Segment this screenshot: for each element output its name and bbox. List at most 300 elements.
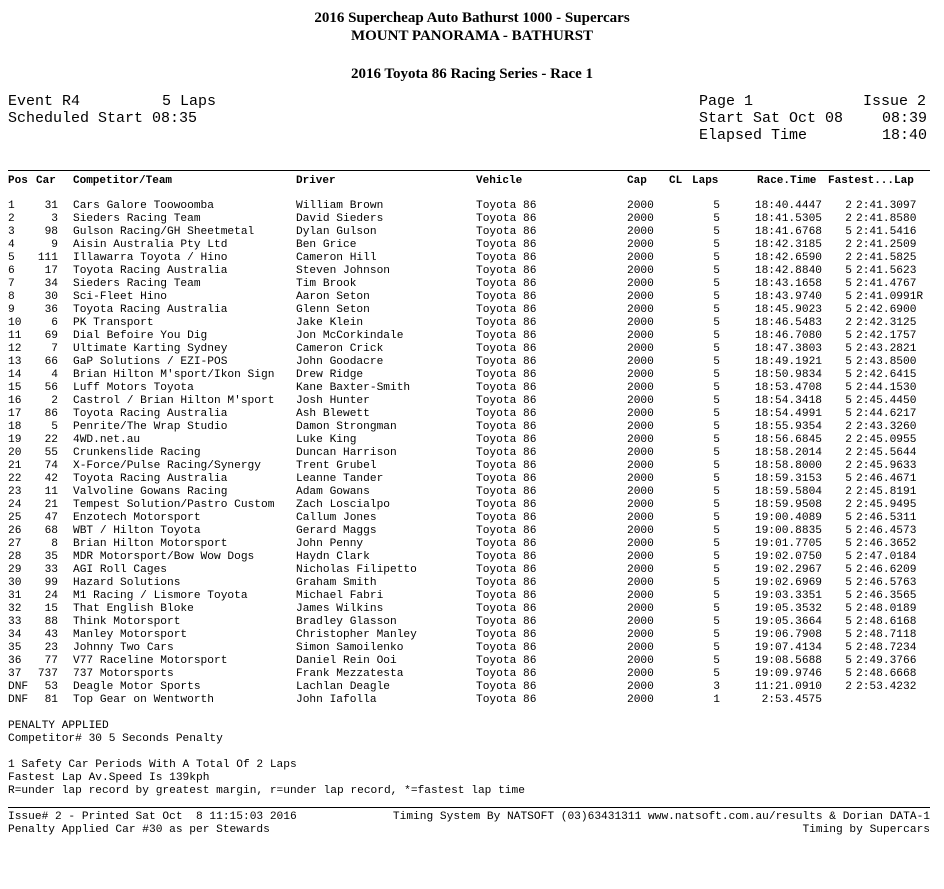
table-row bbox=[0, 460, 944, 473]
driver-cell: Adam Gowans bbox=[296, 486, 370, 498]
col-pos: Pos bbox=[8, 175, 28, 187]
pos-cell: 14 bbox=[8, 369, 22, 381]
fastest-lap-time-cell: 2:53.4232 bbox=[856, 681, 917, 693]
vehicle-cell: Toyota 86 bbox=[476, 473, 537, 485]
pos-cell: 11 bbox=[8, 330, 22, 342]
penalty-heading: PENALTY APPLIED bbox=[8, 720, 109, 732]
car-cell: 31 bbox=[44, 200, 58, 212]
team-cell: AGI Roll Cages bbox=[73, 564, 167, 576]
team-cell: Toyota Racing Australia bbox=[73, 304, 228, 316]
fastest-lap-time-cell: 2:44.1530 bbox=[856, 382, 917, 394]
car-cell: 68 bbox=[44, 525, 58, 537]
car-cell: 15 bbox=[44, 603, 58, 615]
cap-cell: 2000 bbox=[627, 408, 654, 420]
fastest-lap-time-cell: 2:42.6415 bbox=[856, 369, 917, 381]
cap-cell: 2000 bbox=[627, 577, 654, 589]
table-row bbox=[0, 369, 944, 382]
fastest-lap-time-cell: 2:43.3260 bbox=[856, 421, 917, 433]
cap-cell: 2000 bbox=[627, 655, 654, 667]
laps-cell: 5 bbox=[713, 304, 720, 316]
laps-cell: 5 bbox=[713, 629, 720, 641]
fastest-lap-no-cell: 5 bbox=[845, 226, 852, 238]
pos-cell: 21 bbox=[8, 460, 22, 472]
team-cell: PK Transport bbox=[73, 317, 154, 329]
laps-cell: 5 bbox=[713, 512, 720, 524]
driver-cell: Ben Grice bbox=[296, 239, 357, 251]
col-vehicle: Vehicle bbox=[476, 175, 523, 187]
cap-cell: 2000 bbox=[627, 681, 654, 693]
fastest-lap-no-cell: 2 bbox=[845, 447, 852, 459]
table-row bbox=[0, 512, 944, 525]
laps-cell: 1 bbox=[713, 694, 720, 706]
laps-cell: 5 bbox=[713, 655, 720, 667]
fastest-lap-no-cell: 5 bbox=[845, 512, 852, 524]
car-cell: 111 bbox=[37, 252, 58, 264]
team-cell: MDR Motorsport/Bow Wow Dogs bbox=[73, 551, 255, 563]
car-cell: 30 bbox=[44, 291, 58, 303]
fastest-lap-time-cell: 2:42.1757 bbox=[856, 330, 917, 342]
race-time-cell: 19:03.3351 bbox=[754, 590, 822, 602]
race-time-cell: 18:43.1658 bbox=[754, 278, 822, 290]
laps-cell: 5 bbox=[713, 434, 720, 446]
fastest-lap-time-cell: 2:41.4767 bbox=[856, 278, 917, 290]
car-cell: 53 bbox=[44, 681, 58, 693]
laps-cell: 5 bbox=[713, 551, 720, 563]
issue-label: Issue 2 bbox=[863, 93, 927, 110]
vehicle-cell: Toyota 86 bbox=[476, 252, 537, 264]
table-row bbox=[0, 291, 944, 304]
pos-cell: 18 bbox=[8, 421, 22, 433]
fastest-lap-time-cell: 2:48.6168 bbox=[856, 616, 917, 628]
race-time-cell: 19:05.3532 bbox=[754, 603, 822, 615]
team-cell: Castrol / Brian Hilton M'sport bbox=[73, 395, 275, 407]
laps-cell: 3 bbox=[713, 681, 720, 693]
team-cell: WBT / Hilton Toyota bbox=[73, 525, 201, 537]
pos-cell: 6 bbox=[8, 265, 15, 277]
vehicle-cell: Toyota 86 bbox=[476, 681, 537, 693]
table-row bbox=[0, 330, 944, 343]
issue-printed: Issue# 2 - Printed Sat Oct 8 11:15:03 2016 bbox=[8, 811, 297, 823]
laps-cell: 5 bbox=[713, 200, 720, 212]
vehicle-cell: Toyota 86 bbox=[476, 486, 537, 498]
col-laps: Laps bbox=[692, 175, 719, 187]
team-cell: 4WD.net.au bbox=[73, 434, 141, 446]
table-row bbox=[0, 317, 944, 330]
race-time-cell: 18:40.4447 bbox=[754, 200, 822, 212]
vehicle-cell: Toyota 86 bbox=[476, 304, 537, 316]
fastest-lap-no-cell: 5 bbox=[845, 590, 852, 602]
cap-cell: 2000 bbox=[627, 278, 654, 290]
table-row bbox=[0, 356, 944, 369]
cap-cell: 2000 bbox=[627, 629, 654, 641]
laps-cell: 5 bbox=[713, 278, 720, 290]
fastest-lap-no-cell: 2 bbox=[845, 434, 852, 446]
laps-cell: 5 bbox=[713, 226, 720, 238]
fastest-lap-time-cell: 2:46.5311 bbox=[856, 512, 917, 524]
driver-cell: Callum Jones bbox=[296, 512, 377, 524]
pos-cell: 24 bbox=[8, 499, 22, 511]
driver-cell: Josh Hunter bbox=[296, 395, 370, 407]
fastest-lap-no-cell: 5 bbox=[845, 278, 852, 290]
fastest-lap-time-cell: 2:46.3565 bbox=[856, 590, 917, 602]
fastest-lap-time-cell: 2:45.4450 bbox=[856, 395, 917, 407]
scheduled-start: Scheduled Start 08:35 bbox=[8, 110, 198, 127]
fastest-lap-time-cell: 2:45.8191 bbox=[856, 486, 917, 498]
race-time-cell: 19:06.7908 bbox=[754, 629, 822, 641]
event-label: Event R4 bbox=[8, 93, 81, 110]
vehicle-cell: Toyota 86 bbox=[476, 551, 537, 563]
table-row bbox=[0, 395, 944, 408]
race-title: 2016 Toyota 86 Racing Series - Race 1 bbox=[350, 66, 594, 82]
vehicle-cell: Toyota 86 bbox=[476, 434, 537, 446]
vehicle-cell: Toyota 86 bbox=[476, 213, 537, 225]
fastest-lap-no-cell: 5 bbox=[845, 304, 852, 316]
car-cell: 7 bbox=[51, 343, 58, 355]
car-cell: 3 bbox=[51, 213, 58, 225]
driver-cell: Bradley Glasson bbox=[296, 616, 397, 628]
laps-cell: 5 bbox=[713, 421, 720, 433]
car-cell: 66 bbox=[44, 356, 58, 368]
pos-cell: 32 bbox=[8, 603, 22, 615]
report-title: 2016 Supercheap Auto Bathurst 1000 - Supercars bbox=[314, 10, 630, 26]
fastest-lap-time-cell: 2:46.5763 bbox=[856, 577, 917, 589]
table-row bbox=[0, 200, 944, 213]
cap-cell: 2000 bbox=[627, 694, 654, 706]
vehicle-cell: Toyota 86 bbox=[476, 655, 537, 667]
laps-cell: 5 bbox=[713, 590, 720, 602]
table-row bbox=[0, 577, 944, 590]
car-cell: 4 bbox=[51, 369, 58, 381]
table-row bbox=[0, 473, 944, 486]
vehicle-cell: Toyota 86 bbox=[476, 512, 537, 524]
team-cell: Cars Galore Toowoomba bbox=[73, 200, 214, 212]
car-cell: 86 bbox=[44, 408, 58, 420]
driver-cell: William Brown bbox=[296, 200, 384, 212]
race-time-cell: 19:02.6969 bbox=[754, 577, 822, 589]
driver-cell: Lachlan Deagle bbox=[296, 681, 390, 693]
fastest-lap-no-cell: 2 bbox=[845, 200, 852, 212]
driver-cell: James Wilkins bbox=[296, 603, 384, 615]
driver-cell: Graham Smith bbox=[296, 577, 377, 589]
driver-cell: Kane Baxter-Smith bbox=[296, 382, 411, 394]
race-time-cell: 19:00.4089 bbox=[754, 512, 822, 524]
team-cell: Think Motorsport bbox=[73, 616, 181, 628]
driver-cell: Gerard Maggs bbox=[296, 525, 377, 537]
car-cell: 69 bbox=[44, 330, 58, 342]
fastest-lap-no-cell: 5 bbox=[845, 265, 852, 277]
team-cell: Enzotech Motorsport bbox=[73, 512, 201, 524]
vehicle-cell: Toyota 86 bbox=[476, 603, 537, 615]
pos-cell: DNF bbox=[8, 681, 29, 693]
fastest-lap-no-cell: 5 bbox=[845, 564, 852, 576]
laps-cell: 5 bbox=[713, 239, 720, 251]
vehicle-cell: Toyota 86 bbox=[476, 694, 537, 706]
fastest-lap-time-cell: 2:41.5825 bbox=[856, 252, 917, 264]
fastest-lap-no-cell: 2 bbox=[845, 252, 852, 264]
driver-cell: Haydn Clark bbox=[296, 551, 370, 563]
car-cell: 81 bbox=[44, 694, 58, 706]
table-row bbox=[0, 681, 944, 694]
race-time-cell: 18:47.3803 bbox=[754, 343, 822, 355]
team-cell: Penrite/The Wrap Studio bbox=[73, 421, 228, 433]
team-cell: Sci-Fleet Hino bbox=[73, 291, 167, 303]
fastest-lap-time-cell: 2:49.3766 bbox=[856, 655, 917, 667]
car-cell: 43 bbox=[44, 629, 58, 641]
page-label: Page 1 bbox=[699, 93, 754, 110]
driver-cell: Cameron Hill bbox=[296, 252, 377, 264]
car-cell: 5 bbox=[51, 421, 58, 433]
cap-cell: 2000 bbox=[627, 525, 654, 537]
fastest-lap-no-cell: 5 bbox=[845, 408, 852, 420]
cap-cell: 2000 bbox=[627, 239, 654, 251]
pos-cell: 33 bbox=[8, 616, 22, 628]
vehicle-cell: Toyota 86 bbox=[476, 538, 537, 550]
table-row bbox=[0, 421, 944, 434]
vehicle-cell: Toyota 86 bbox=[476, 369, 537, 381]
fastest-lap-time-cell: 2:46.4671 bbox=[856, 473, 917, 485]
fastest-lap-no-cell: 2 bbox=[845, 239, 852, 251]
pos-cell: 35 bbox=[8, 642, 22, 654]
driver-cell: John Iafolla bbox=[296, 694, 377, 706]
car-cell: 6 bbox=[51, 317, 58, 329]
fastest-lap-no-cell: 5 bbox=[845, 343, 852, 355]
vehicle-cell: Toyota 86 bbox=[476, 577, 537, 589]
team-cell: M1 Racing / Lismore Toyota bbox=[73, 590, 248, 602]
fastest-lap-no-cell: 2 bbox=[845, 499, 852, 511]
race-time-cell: 18:42.6590 bbox=[754, 252, 822, 264]
cap-cell: 2000 bbox=[627, 512, 654, 524]
driver-cell: John Penny bbox=[296, 538, 364, 550]
team-cell: Tempest Solution/Pastro Custom bbox=[73, 499, 275, 511]
driver-cell: Leanne Tander bbox=[296, 473, 384, 485]
cap-cell: 2000 bbox=[627, 460, 654, 472]
vehicle-cell: Toyota 86 bbox=[476, 616, 537, 628]
laps-cell: 5 bbox=[713, 356, 720, 368]
vehicle-cell: Toyota 86 bbox=[476, 265, 537, 277]
table-row bbox=[0, 551, 944, 564]
col-fastest-lap: Fastest...Lap bbox=[828, 175, 914, 187]
laps-cell: 5 bbox=[713, 213, 720, 225]
laps-cell: 5 bbox=[713, 408, 720, 420]
fastest-lap-time-cell: 2:43.2821 bbox=[856, 343, 917, 355]
fastest-lap-time-cell: 2:42.6900 bbox=[856, 304, 917, 316]
cap-cell: 2000 bbox=[627, 213, 654, 225]
cap-cell: 2000 bbox=[627, 499, 654, 511]
pos-cell: 5 bbox=[8, 252, 15, 264]
pos-cell: DNF bbox=[8, 694, 29, 706]
race-time-cell: 19:01.7705 bbox=[754, 538, 822, 550]
laps-cell: 5 bbox=[713, 447, 720, 459]
cap-cell: 2000 bbox=[627, 356, 654, 368]
fastest-lap-no-cell: 5 bbox=[845, 616, 852, 628]
pos-cell: 19 bbox=[8, 434, 22, 446]
fastest-lap-time-cell: 2:41.5416 bbox=[856, 226, 917, 238]
fastest-lap-time-cell: 2:41.3097 bbox=[856, 200, 917, 212]
race-time-cell: 18:42.3185 bbox=[754, 239, 822, 251]
pos-cell: 9 bbox=[8, 304, 15, 316]
vehicle-cell: Toyota 86 bbox=[476, 200, 537, 212]
fastest-lap-no-cell: 5 bbox=[845, 525, 852, 537]
car-cell: 74 bbox=[44, 460, 58, 472]
driver-cell: Tim Brook bbox=[296, 278, 357, 290]
cap-cell: 2000 bbox=[627, 603, 654, 615]
race-time-cell: 19:09.9746 bbox=[754, 668, 822, 680]
car-cell: 56 bbox=[44, 382, 58, 394]
car-cell: 36 bbox=[44, 304, 58, 316]
vehicle-cell: Toyota 86 bbox=[476, 382, 537, 394]
table-row bbox=[0, 434, 944, 447]
table-row bbox=[0, 538, 944, 551]
pos-cell: 1 bbox=[8, 200, 15, 212]
race-time-cell: 18:53.4708 bbox=[754, 382, 822, 394]
laps-cell: 5 bbox=[713, 473, 720, 485]
team-cell: Dial Befoire You Dig bbox=[73, 330, 208, 342]
fastest-lap-time-cell: 2:41.2509 bbox=[856, 239, 917, 251]
pos-cell: 26 bbox=[8, 525, 22, 537]
fastest-lap-time-cell: 2:46.4573 bbox=[856, 525, 917, 537]
table-row bbox=[0, 239, 944, 252]
driver-cell: Drew Ridge bbox=[296, 369, 364, 381]
laps-cell: 5 bbox=[713, 252, 720, 264]
table-row bbox=[0, 408, 944, 421]
pos-cell: 3 bbox=[8, 226, 15, 238]
cap-cell: 2000 bbox=[627, 551, 654, 563]
pos-cell: 29 bbox=[8, 564, 22, 576]
table-row bbox=[0, 447, 944, 460]
table-row bbox=[0, 499, 944, 512]
pos-cell: 28 bbox=[8, 551, 22, 563]
laps-cell: 5 bbox=[713, 382, 720, 394]
car-cell: 42 bbox=[44, 473, 58, 485]
elapsed-time: 18:40 bbox=[882, 127, 928, 144]
laps-cell: 5 bbox=[713, 330, 720, 342]
cap-cell: 2000 bbox=[627, 642, 654, 654]
race-time-cell: 18:50.9834 bbox=[754, 369, 822, 381]
team-cell: X-Force/Pulse Racing/Synergy bbox=[73, 460, 261, 472]
fastest-lap-no-cell: 5 bbox=[845, 577, 852, 589]
fastest-lap-time-cell: 2:48.7118 bbox=[856, 629, 917, 641]
safety-car-note: 1 Safety Car Periods With A Total Of 2 Laps bbox=[8, 759, 297, 771]
race-time-cell: 19:02.0750 bbox=[754, 551, 822, 563]
pos-cell: 31 bbox=[8, 590, 22, 602]
team-cell: Manley Motorsport bbox=[73, 629, 188, 641]
driver-cell: Christopher Manley bbox=[296, 629, 417, 641]
fastest-lap-no-cell: 2 bbox=[845, 317, 852, 329]
cap-cell: 2000 bbox=[627, 226, 654, 238]
fastest-lap-no-cell: 5 bbox=[845, 356, 852, 368]
fastest-lap-no-cell: 2 bbox=[845, 460, 852, 472]
start-time: 08:39 bbox=[882, 110, 928, 127]
table-row bbox=[0, 486, 944, 499]
cap-cell: 2000 bbox=[627, 538, 654, 550]
pos-cell: 7 bbox=[8, 278, 15, 290]
pos-cell: 25 bbox=[8, 512, 22, 524]
vehicle-cell: Toyota 86 bbox=[476, 564, 537, 576]
col-car: Car bbox=[36, 175, 56, 187]
laps-cell: 5 bbox=[713, 603, 720, 615]
team-cell: Brian Hilton Motorsport bbox=[73, 538, 228, 550]
col-team: Competitor/Team bbox=[73, 175, 173, 187]
table-row bbox=[0, 382, 944, 395]
team-cell: Brian Hilton M'sport/Ikon Sign bbox=[73, 369, 275, 381]
race-time-cell: 18:41.6768 bbox=[754, 226, 822, 238]
driver-cell: Jon McCorkindale bbox=[296, 330, 404, 342]
race-time-cell: 18:45.9023 bbox=[754, 304, 822, 316]
team-cell: 737 Motorsports bbox=[73, 668, 174, 680]
table-row bbox=[0, 252, 944, 265]
car-cell: 9 bbox=[51, 239, 58, 251]
fastest-lap-no-cell: 2 bbox=[845, 486, 852, 498]
race-time-cell: 18:41.5305 bbox=[754, 213, 822, 225]
race-time-cell: 19:08.5688 bbox=[754, 655, 822, 667]
results-table bbox=[0, 200, 944, 707]
fastest-lap-no-cell: 5 bbox=[845, 603, 852, 615]
pos-cell: 23 bbox=[8, 486, 22, 498]
fastest-lap-time-cell: 2:47.0184 bbox=[856, 551, 917, 563]
team-cell: Ultimate Karting Sydney bbox=[73, 343, 228, 355]
pos-cell: 13 bbox=[8, 356, 22, 368]
pos-cell: 15 bbox=[8, 382, 22, 394]
timing-by: Timing by Supercars bbox=[802, 824, 930, 836]
pos-cell: 12 bbox=[8, 343, 22, 355]
car-cell: 2 bbox=[51, 395, 58, 407]
team-cell: Sieders Racing Team bbox=[73, 278, 201, 290]
fastest-lap-time-cell: 2:45.9495 bbox=[856, 499, 917, 511]
team-cell: Johnny Two Cars bbox=[73, 642, 174, 654]
pos-cell: 37 bbox=[8, 668, 22, 680]
table-row bbox=[0, 525, 944, 538]
car-cell: 55 bbox=[44, 447, 58, 459]
vehicle-cell: Toyota 86 bbox=[476, 629, 537, 641]
laps-cell: 5 bbox=[713, 525, 720, 537]
table-row bbox=[0, 629, 944, 642]
timing-system: Timing System By NATSOFT (03)63431311 www.natsoft.com.au/results & Dorian DATA-1 bbox=[392, 811, 930, 823]
cap-cell: 2000 bbox=[627, 473, 654, 485]
race-time-cell: 19:02.2967 bbox=[754, 564, 822, 576]
race-time-cell: 19:07.4134 bbox=[754, 642, 822, 654]
laps-cell: 5 bbox=[713, 343, 720, 355]
cap-cell: 2000 bbox=[627, 668, 654, 680]
race-time-cell: 18:59.5804 bbox=[754, 486, 822, 498]
race-time-cell: 18:55.9354 bbox=[754, 421, 822, 433]
fastest-lap-no-cell: 5 bbox=[845, 538, 852, 550]
driver-cell: David Sieders bbox=[296, 213, 384, 225]
laps-label: 5 Laps bbox=[162, 93, 217, 110]
laps-cell: 5 bbox=[713, 460, 720, 472]
vehicle-cell: Toyota 86 bbox=[476, 590, 537, 602]
driver-cell: Glenn Seton bbox=[296, 304, 370, 316]
race-time-cell: 18:54.4991 bbox=[754, 408, 822, 420]
race-time-cell: 2:53.4575 bbox=[761, 694, 822, 706]
laps-cell: 5 bbox=[713, 499, 720, 511]
team-cell: Crunkenslide Racing bbox=[73, 447, 201, 459]
car-cell: 77 bbox=[44, 655, 58, 667]
car-cell: 47 bbox=[44, 512, 58, 524]
pos-cell: 34 bbox=[8, 629, 22, 641]
fastest-lap-no-cell: 5 bbox=[845, 551, 852, 563]
race-time-cell: 18:58.2014 bbox=[754, 447, 822, 459]
driver-cell: Dylan Gulson bbox=[296, 226, 377, 238]
table-row bbox=[0, 226, 944, 239]
car-cell: 34 bbox=[44, 278, 58, 290]
venue-title: MOUNT PANORAMA - BATHURST bbox=[350, 28, 594, 44]
fastest-lap-time-cell: 2:41.5623 bbox=[856, 265, 917, 277]
fastest-lap-no-cell: 2 bbox=[845, 681, 852, 693]
pos-cell: 10 bbox=[8, 317, 22, 329]
table-row bbox=[0, 655, 944, 668]
car-cell: 8 bbox=[51, 538, 58, 550]
fastest-lap-no-cell: 5 bbox=[845, 382, 852, 394]
